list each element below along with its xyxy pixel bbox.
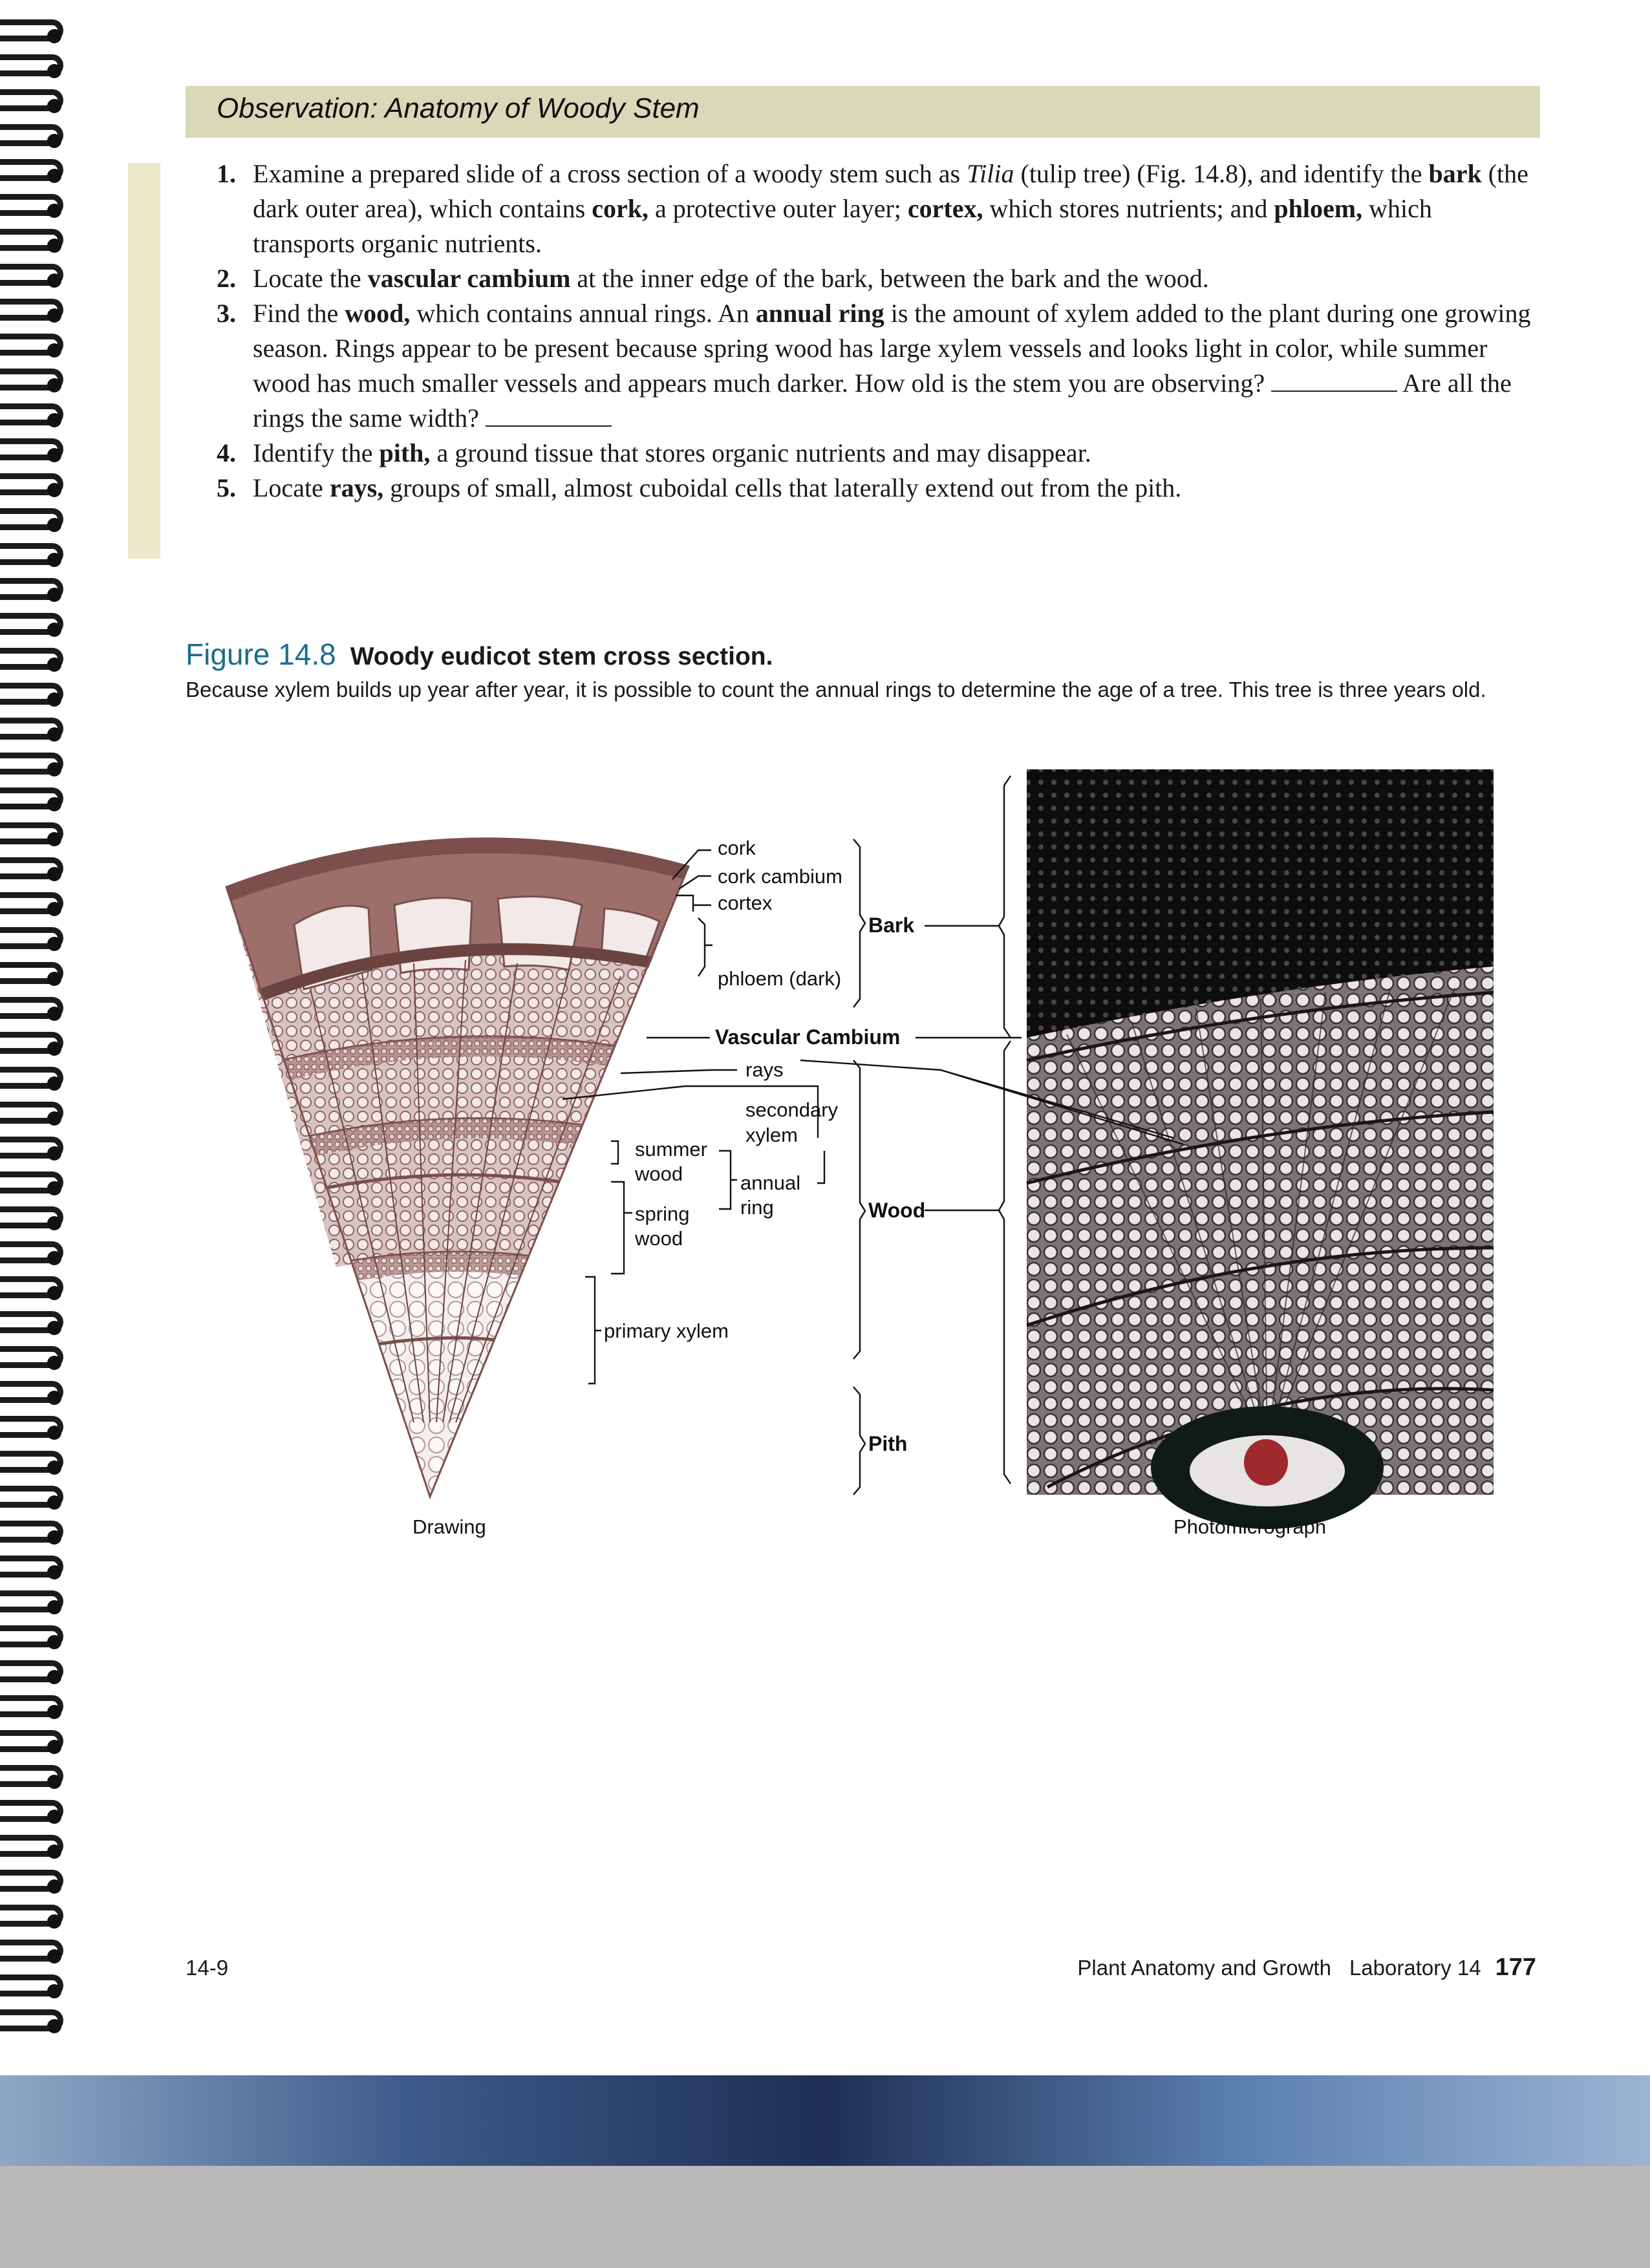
term-annual-ring: annual ring [755, 299, 884, 328]
step-4: 4. Identify the pith, a ground tissue that stores organic nutrients and may disappear. [197, 436, 1536, 471]
footer-chapter: Plant Anatomy and Growth [1077, 1956, 1331, 1980]
label-annual: annual [740, 1171, 801, 1194]
step-number: 1. [217, 159, 236, 188]
observation-title: Observation: Anatomy of Woody Stem [217, 92, 700, 124]
footer-page-number: 177 [1495, 1954, 1536, 1981]
step-number: 4. [217, 438, 236, 467]
label-annual-ring: ring [740, 1196, 774, 1219]
step-number: 3. [217, 299, 236, 328]
label-spring-wood: wood [635, 1227, 683, 1250]
footer-running-head [1077, 1954, 1536, 1982]
term-phloem: phloem, [1274, 194, 1363, 223]
step-5: 5. Locate rays, groups of small, almost cuboidal cells that laterally extend out from the pith. [197, 471, 1536, 506]
label-rays: rays [745, 1058, 784, 1081]
label-summer: summer [635, 1138, 707, 1161]
label-photomicrograph: Photomicrograph [1173, 1515, 1327, 1538]
step-3: 3. Find the wood, which contains annual rings. An annual ring is the amount of xylem added to the plant during one growing season. Rings appear to be present because spring wood has large xylem vessels and looks light in color, while summer wood has much smaller vessels and appears much darker. How old is the stem you are observing? Are all the rings the same width? [197, 296, 1536, 436]
term-cortex: cortex, [907, 194, 983, 223]
bracket-braces [853, 776, 1011, 1495]
label-vascular-cambium: Vascular Cambium [715, 1025, 901, 1049]
footer-page-code: 14-9 [186, 1956, 229, 1980]
label-drawing: Drawing [412, 1515, 486, 1538]
figure-caption-text: Because xylem builds up year after year, it is possible to count the annual rings to determine the age of a tree. This tree is three years old. [186, 678, 1486, 701]
term-wood: wood, [345, 299, 411, 328]
label-cork-cambium: cork cambium [718, 865, 842, 888]
label-phloem: phloem (dark) [718, 967, 842, 990]
step-2: 2. Locate the vascular cambium at the inner edge of the bark, between the bark and the wood. [197, 261, 1536, 296]
label-cortex: cortex [718, 892, 773, 914]
figure-title: Woody eudicot stem cross section. [350, 643, 773, 670]
label-spring: spring [635, 1203, 690, 1225]
background-surface [0, 2166, 1650, 2268]
footer-lab: Laboratory 14 [1349, 1956, 1481, 1980]
term-rays: rays, [329, 473, 384, 502]
label-pith: Pith [868, 1432, 908, 1455]
term-vascular-cambium: vascular cambium [367, 264, 571, 293]
stem-photomicrograph [1027, 769, 1494, 1529]
step-number: 2. [217, 264, 236, 293]
term-tilia: Tilia [967, 159, 1014, 188]
stem-drawing [226, 839, 689, 1497]
label-summer-wood: wood [635, 1162, 683, 1185]
label-primary-xylem: primary xylem [604, 1320, 729, 1342]
background-cover-strip [0, 2075, 1650, 2166]
figure-number: Figure 14.8 [186, 637, 336, 671]
label-wood: Wood [868, 1199, 926, 1222]
step-number: 5. [217, 473, 236, 502]
label-secondary-xylem: xylem [745, 1124, 798, 1146]
term-bark: bark [1428, 159, 1482, 188]
label-bark: Bark [868, 914, 915, 937]
step-1: 1. Examine a prepared slide of a cross section of a woody stem such as Tilia (tulip tree) (Fig. 14.8), and identify the bark (the dark outer area), which contains cork, a protective outer layer; cortex, which stores nutrients; and phloem, which transports organic nutrients. [197, 156, 1536, 261]
term-pith: pith, [379, 438, 431, 467]
label-secondary: secondary [745, 1098, 839, 1121]
term-cork: cork, [592, 194, 648, 223]
label-cork: cork [718, 837, 756, 859]
